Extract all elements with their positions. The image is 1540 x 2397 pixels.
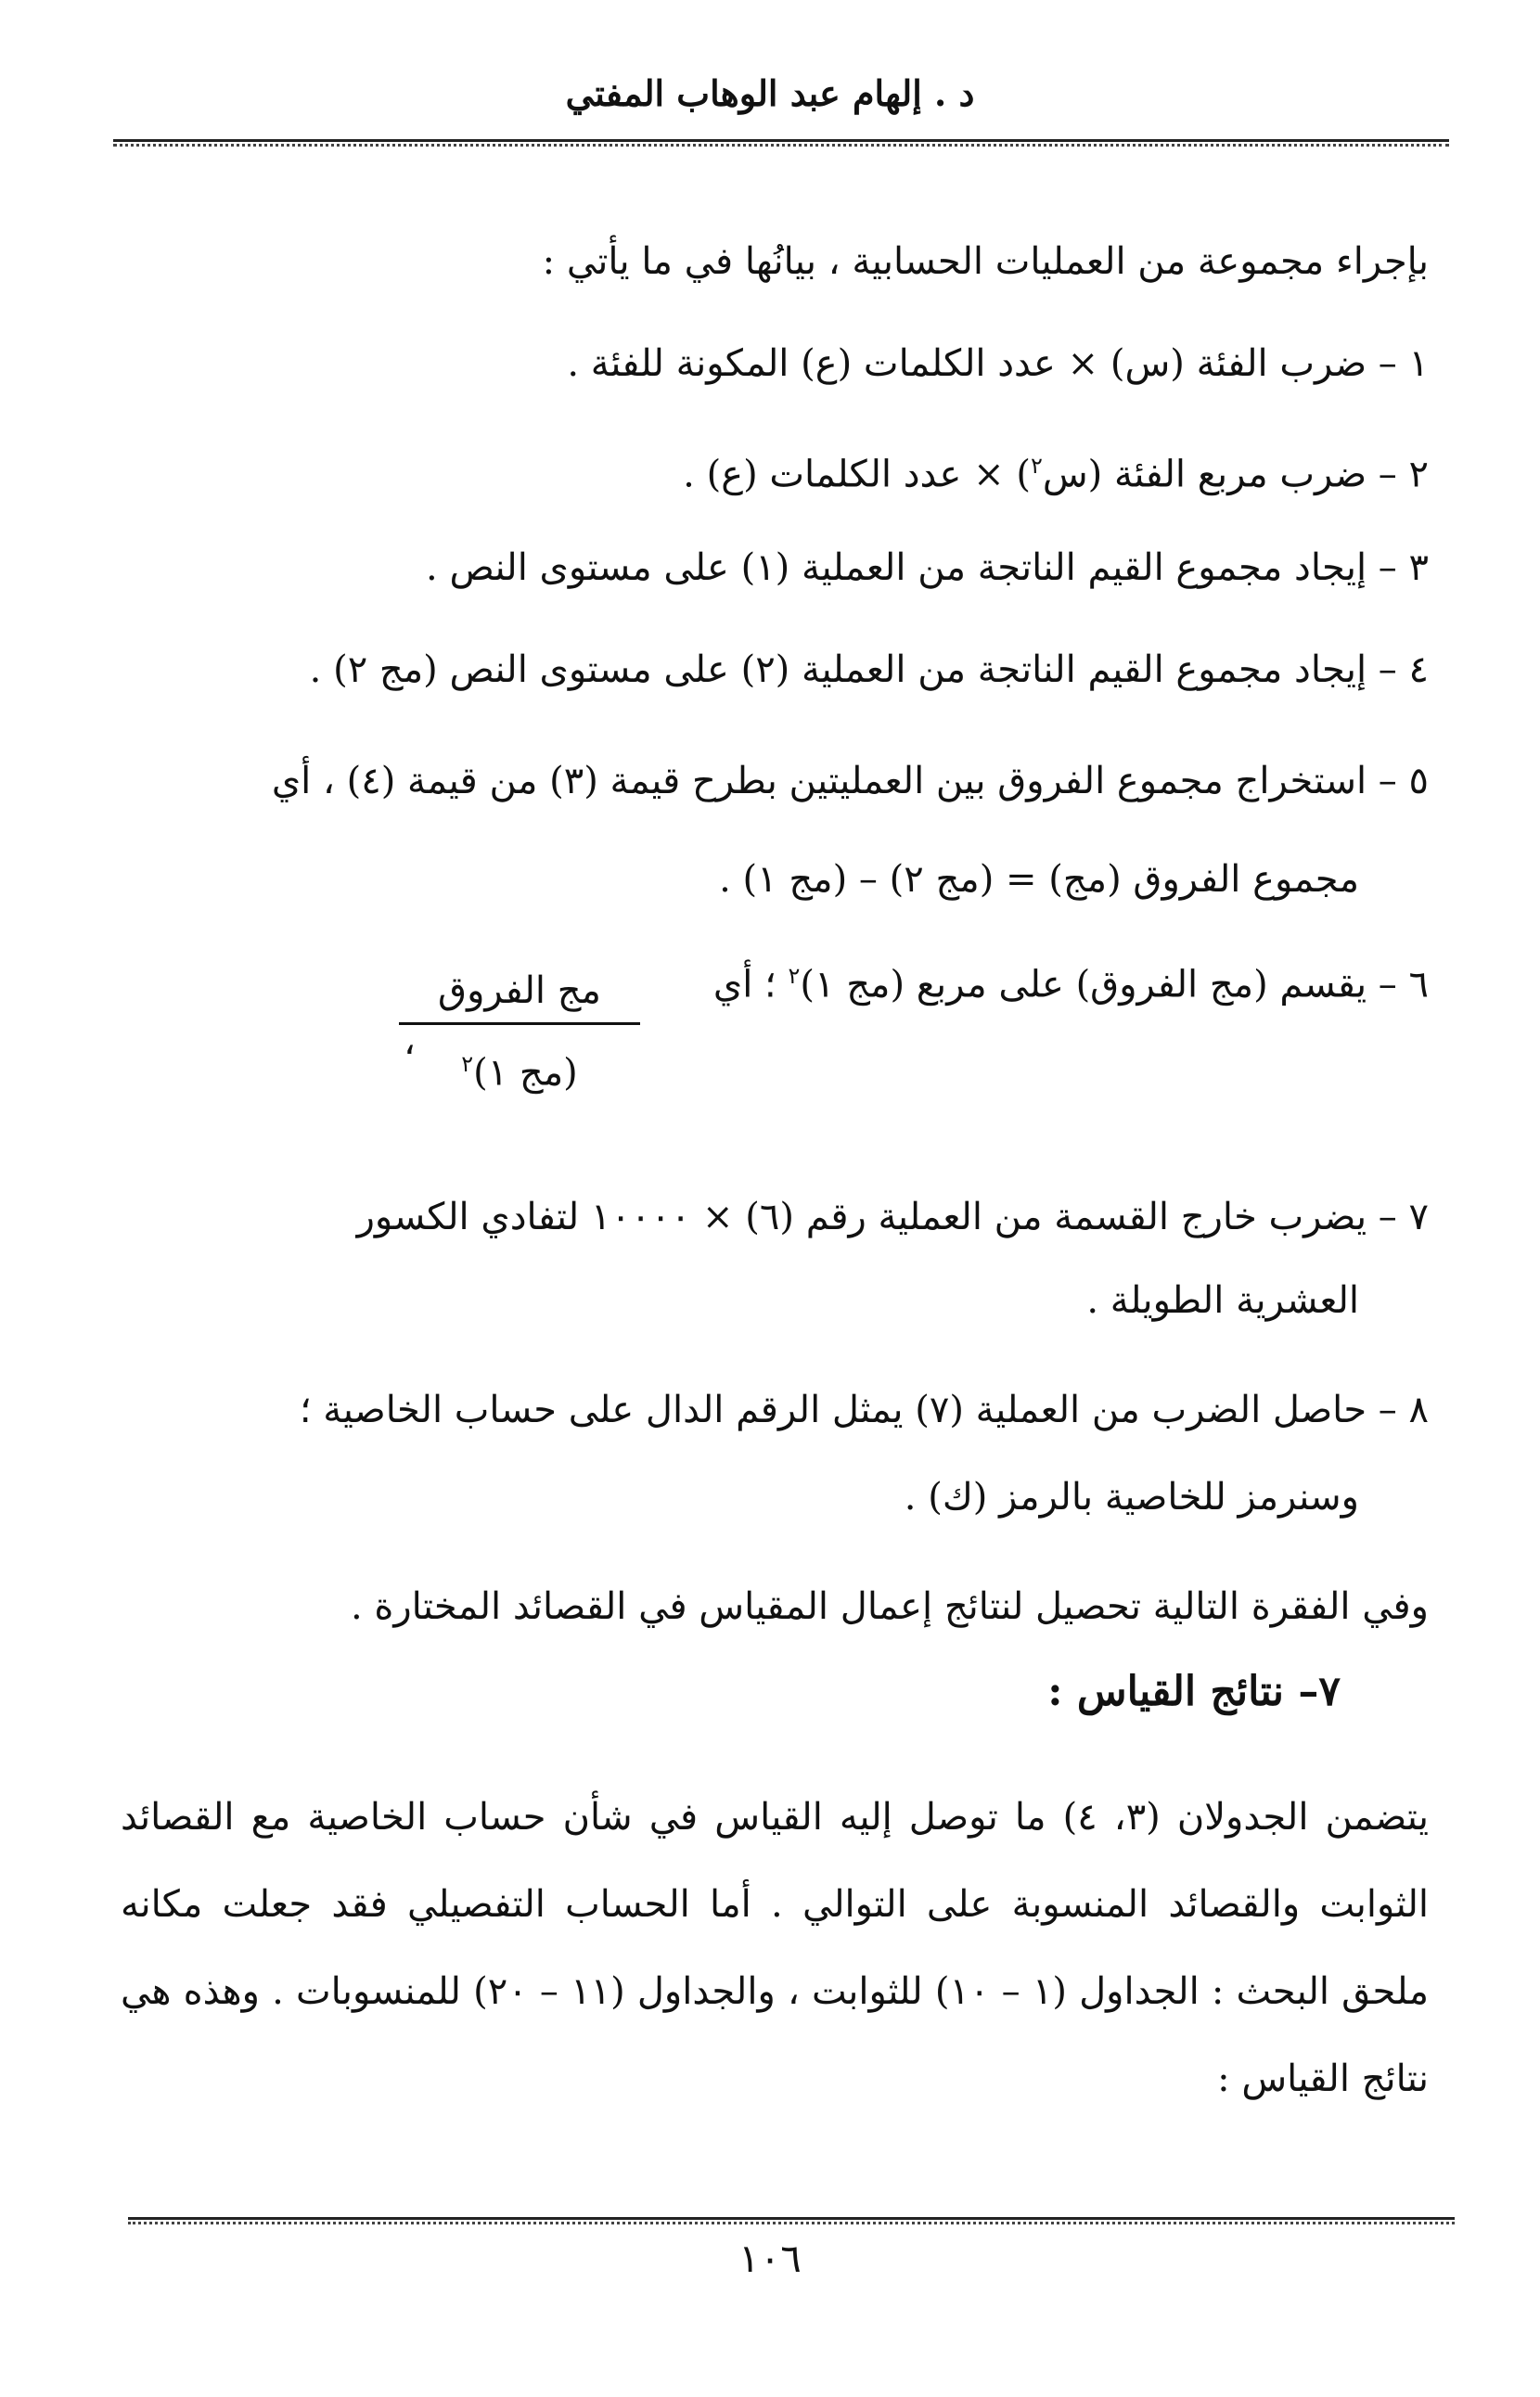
step-2-number: ٢ –	[1378, 453, 1429, 496]
page-number: ١٠٦	[738, 2236, 802, 2281]
step-4	[310, 642, 1429, 698]
step-3-text: إيجاد مجموع القيم الناتجة من العملية (١) على مستوى النص .	[426, 546, 1367, 589]
section-heading: ٧– نتائج القياس :	[1047, 1668, 1341, 1715]
step-6-number: ٦ –	[1378, 963, 1429, 1006]
step-1-text: ضرب الفئة (س) × عدد الكلمات (ع) المكونة للفئة .	[567, 342, 1367, 385]
step-6-text-before: يقسم (مج الفروق) على مربع (مج ١)	[800, 963, 1367, 1006]
step-5-text-1: استخراج مجموع الفروق بين العمليتين بطرح قيمة (٣) من قيمة (٤) ، أي	[271, 760, 1367, 802]
running-head: د . إلهام عبد الوهاب المفتي	[565, 72, 975, 114]
step-2	[683, 438, 1429, 502]
step-4-number: ٤ –	[1378, 648, 1429, 691]
step-8-text-1: حاصل الضرب من العملية (٧) يمثل الرقم الدال على حساب الخاصية ؛	[299, 1389, 1367, 1431]
step-2-text-after: ) × عدد الكلمات (ع) .	[683, 453, 1031, 496]
step-6-fraction	[390, 965, 649, 1098]
step-7-text-1: يضرب خارج القسمة من العملية رقم (٦) × ١٠٠٠٠ لتفادي الكسور	[356, 1196, 1367, 1238]
step-6-text-after: ؛ أي	[712, 963, 789, 1006]
step-3	[426, 540, 1429, 596]
step-8-line-2: وسنرمز للخاصية بالرمز (ك) .	[904, 1476, 1359, 1519]
step-6	[713, 948, 1429, 1012]
step-7-line-1	[357, 1189, 1429, 1245]
step-3-number: ٣ –	[1378, 546, 1429, 589]
fraction-denominator: (مج ١)	[473, 1051, 578, 1095]
header-rule	[113, 139, 1449, 147]
step-8-number: ٨ –	[1378, 1389, 1429, 1431]
intro-line: بإجراء مجموعة من العمليات الحسابية ، بيانُها في ما يأتي :	[542, 240, 1429, 283]
transition-line: وفي الفقرة التالية تحصيل لنتائج إعمال المقياس في القصائد المختارة .	[350, 1585, 1429, 1628]
step-5-number: ٥ –	[1378, 760, 1429, 802]
step-1	[567, 336, 1429, 391]
step-7-line-2: العشرية الطويلة .	[1086, 1279, 1359, 1322]
fraction-denominator-wrap	[390, 1025, 649, 1098]
step-8-line-1	[300, 1382, 1429, 1438]
step-5-line-1	[272, 753, 1429, 809]
step-6-superscript: ٢	[788, 963, 801, 989]
step-4-text: إيجاد مجموع القيم الناتجة من العملية (٢) على مستوى النص (مج ٢) .	[309, 648, 1367, 691]
step-7-number: ٧ –	[1378, 1196, 1429, 1238]
step-2-text-before: ضرب مربع الفئة (س	[1042, 453, 1367, 496]
step-2-superscript: ٢	[1030, 453, 1043, 479]
step-1-number: ١ –	[1378, 342, 1429, 385]
fraction-denominator-superscript: ٢	[461, 1051, 474, 1077]
fraction-numerator: مج الفروق	[438, 969, 601, 1012]
step-5-line-2: مجموع الفروق (مج) = (مج ٢) – (مج ١) .	[719, 858, 1359, 901]
fraction-trailing-comma: ،	[404, 1020, 416, 1063]
footer-rule	[128, 2217, 1455, 2224]
results-paragraph: يتضمن الجدولان (٣، ٤) ما توصل إليه القياس في شأن حساب الخاصية مع القصائد الثوابت والقصائد المنسوبة على التوالي . أما الحساب التفصيلي فقد جعلت مكانه ملحق البحث : الجداول (١ – ١٠) للثوابت ، والجداول (١١ – ٢٠) للمنسوبات . وهذه هي نتائج القياس :	[121, 1796, 1430, 2100]
